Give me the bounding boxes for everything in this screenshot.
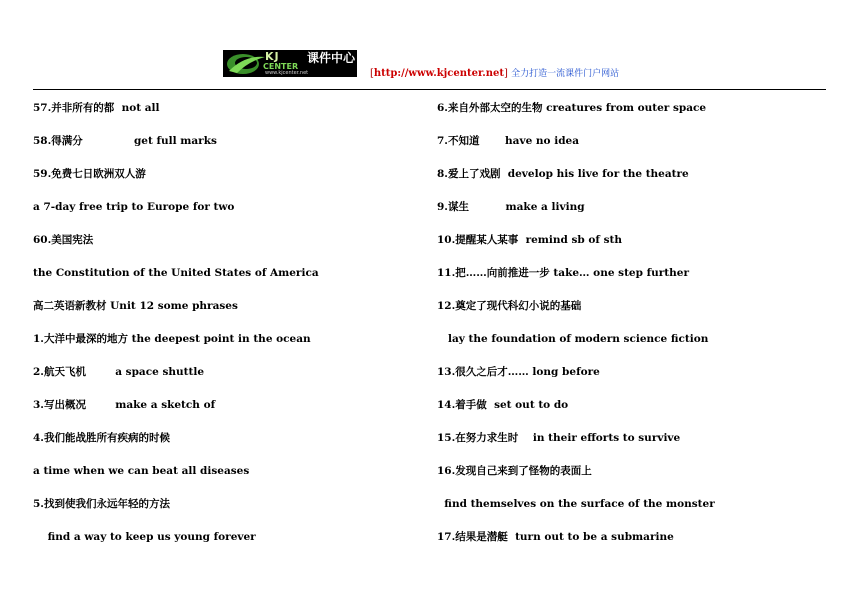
- phrase-line: find themselves on the surface of the monster: [437, 498, 715, 510]
- phrase-line: lay the foundation of modern science fiction: [437, 333, 709, 345]
- section-heading: 高二英语新教材 Unit 12 some phrases: [33, 300, 238, 312]
- phrase-line: 57.并非所有的都 not all: [33, 102, 160, 114]
- phrase-line: 2.航天飞机 a space shuttle: [33, 366, 204, 378]
- phrase-line: 10.提醒某人某事 remind sb of sth: [437, 234, 623, 246]
- phrase-line: 4.我们能战胜所有疾病的时候: [33, 432, 170, 444]
- phrase-line: a time when we can beat all diseases: [33, 465, 250, 477]
- logo-brand-top: KJ: [265, 50, 280, 63]
- site-url-link[interactable]: http://www.kjcenter.net: [373, 68, 505, 79]
- phrase-line: 59.免费七日欧洲双人游: [33, 168, 146, 180]
- phrase-line: 60.美国宪法: [33, 234, 94, 246]
- phrase-line: 13.很久之后才…… long before: [437, 366, 600, 378]
- phrase-line: 3.写出概况 make a sketch of: [33, 399, 216, 411]
- site-slogan: 全力打造一流课件门户网站: [511, 69, 620, 79]
- phrase-line: 15.在努力求生时 in their efforts to survive: [437, 432, 681, 444]
- kjcenter-logo[interactable]: [223, 50, 357, 77]
- link-close-bracket: ]: [504, 68, 508, 79]
- phrase-line: 1.大洋中最深的地方 the deepest point in the ocean: [33, 333, 311, 345]
- right-phrase-column: [437, 98, 837, 560]
- phrase-line: the Constitution of the United States of America: [33, 267, 319, 279]
- phrase-line: 11.把……向前推进一步 take… one step further: [437, 267, 689, 279]
- phrase-line: 9.谋生 make a living: [437, 201, 585, 213]
- logo-url-text: www.kjcenter.net: [265, 70, 309, 76]
- phrase-line: 12.奠定了现代科幻小说的基础: [437, 300, 582, 312]
- phrase-line: find a way to keep us young forever: [33, 531, 256, 543]
- phrase-line: 5.找到使我们永远年轻的方法: [33, 498, 170, 510]
- phrase-line: 8.爱上了戏剧 develop his live for the theatre: [437, 168, 689, 180]
- phrase-line: 7.不知道 have no idea: [437, 135, 580, 147]
- page-header: [0, 0, 860, 92]
- link-open-bracket: [: [370, 68, 374, 79]
- header-divider: [33, 89, 826, 90]
- phrase-line: a 7-day free trip to Europe for two: [33, 201, 235, 213]
- site-link-banner: [370, 67, 619, 81]
- phrase-line: 16.发现自己来到了怪物的表面上: [437, 465, 592, 477]
- logo-brand-chinese: 课件中心: [307, 51, 356, 65]
- phrase-line: 14.着手做 set out to do: [437, 399, 569, 411]
- logo-brand-bottom: CENTER: [263, 62, 299, 71]
- left-phrase-column: [33, 98, 423, 560]
- phrase-line: 17.结果是潜艇 turn out to be a submarine: [437, 531, 674, 543]
- phrase-line: 6.来自外部太空的生物 creatures from outer space: [437, 102, 707, 114]
- phrase-line: 58.得满分 get full marks: [33, 135, 217, 147]
